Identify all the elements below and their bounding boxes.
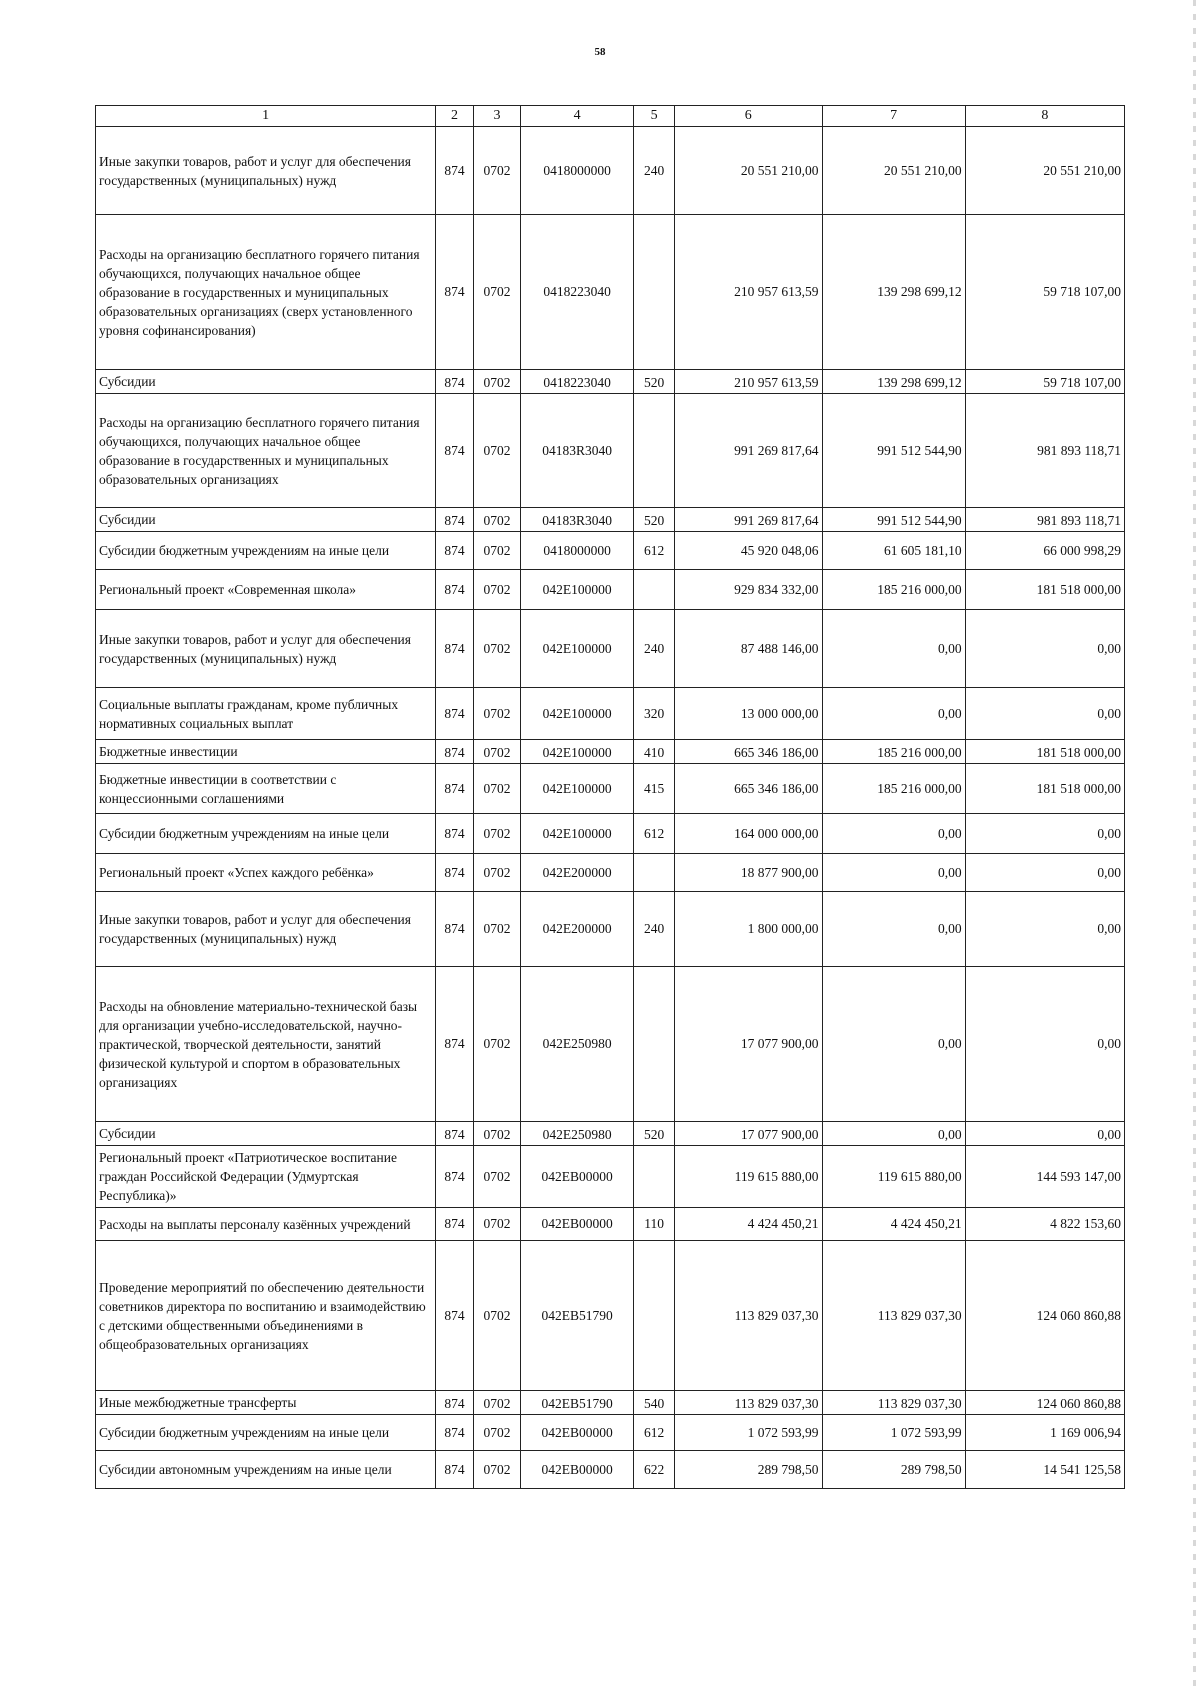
row-amount-col7-cell: 0,00: [822, 610, 965, 688]
row-section-cell: 0702: [473, 854, 520, 892]
row-amount-col7-cell: 0,00: [822, 892, 965, 967]
table-row: [96, 370, 1125, 394]
table-row: [96, 1122, 1125, 1146]
row-amount-col8-cell: 181 518 000,00: [965, 570, 1124, 610]
row-code-cell: 874: [436, 1391, 474, 1415]
row-amount-col8-cell: 66 000 998,29: [965, 532, 1124, 570]
row-amount-col8-cell: 181 518 000,00: [965, 740, 1124, 764]
table-row: [96, 1208, 1125, 1241]
row-expense-type-cell: 320: [634, 688, 675, 740]
row-amount-col7-cell: 185 216 000,00: [822, 570, 965, 610]
row-code-cell: 874: [436, 1146, 474, 1208]
row-target-article-cell: 042E100000: [521, 570, 634, 610]
row-amount-col6-cell: 991 269 817,64: [675, 394, 822, 508]
row-target-article-cell: 042EB00000: [521, 1451, 634, 1489]
table-row: [96, 1146, 1125, 1208]
row-amount-col6-cell: 210 957 613,59: [675, 215, 822, 370]
row-code-cell: 874: [436, 570, 474, 610]
row-expense-type-cell: 520: [634, 1122, 675, 1146]
row-code-cell: 874: [436, 740, 474, 764]
column-header-2: 2: [436, 106, 474, 127]
row-expense-type-cell: [634, 570, 675, 610]
row-section-cell: 0702: [473, 1415, 520, 1451]
row-target-article-cell: 042E100000: [521, 688, 634, 740]
row-section-cell: 0702: [473, 1391, 520, 1415]
row-amount-col7-cell: 185 216 000,00: [822, 764, 965, 814]
row-target-article-cell: 0418000000: [521, 532, 634, 570]
row-amount-col6-cell: 164 000 000,00: [675, 814, 822, 854]
column-header-6: 6: [675, 106, 822, 127]
row-section-cell: 0702: [473, 1122, 520, 1146]
row-code-cell: 874: [436, 967, 474, 1122]
row-expense-type-cell: 520: [634, 370, 675, 394]
table-row: [96, 570, 1125, 610]
row-amount-col6-cell: 991 269 817,64: [675, 508, 822, 532]
table-row: [96, 508, 1125, 532]
row-target-article-cell: 042E250980: [521, 1122, 634, 1146]
row-amount-col7-cell: 0,00: [822, 967, 965, 1122]
table-row: [96, 1391, 1125, 1415]
row-expense-type-cell: 240: [634, 610, 675, 688]
row-expense-type-cell: [634, 215, 675, 370]
row-amount-col6-cell: 929 834 332,00: [675, 570, 822, 610]
row-amount-col7-cell: 185 216 000,00: [822, 740, 965, 764]
row-expense-type-cell: 540: [634, 1391, 675, 1415]
row-amount-col6-cell: 20 551 210,00: [675, 127, 822, 215]
row-amount-col7-cell: 113 829 037,30: [822, 1241, 965, 1391]
column-header-3: 3: [473, 106, 520, 127]
row-amount-col6-cell: 113 829 037,30: [675, 1391, 822, 1415]
row-name-cell: Социальные выплаты гражданам, кроме публичных нормативных социальных выплат: [96, 688, 436, 740]
table-row: [96, 610, 1125, 688]
row-expense-type-cell: [634, 1146, 675, 1208]
row-name-cell: Субсидии автономным учреждениям на иные цели: [96, 1451, 436, 1489]
row-target-article-cell: 042E100000: [521, 610, 634, 688]
row-code-cell: 874: [436, 215, 474, 370]
row-code-cell: 874: [436, 892, 474, 967]
row-section-cell: 0702: [473, 1146, 520, 1208]
row-expense-type-cell: 612: [634, 1415, 675, 1451]
row-amount-col7-cell: 113 829 037,30: [822, 1391, 965, 1415]
row-amount-col8-cell: 0,00: [965, 854, 1124, 892]
row-amount-col8-cell: 59 718 107,00: [965, 215, 1124, 370]
row-section-cell: 0702: [473, 570, 520, 610]
table-body: [96, 127, 1125, 1489]
row-name-cell: Региональный проект «Современная школа»: [96, 570, 436, 610]
row-amount-col8-cell: 0,00: [965, 688, 1124, 740]
scan-edge-marks: [1193, 0, 1196, 1686]
header-row: [96, 106, 1125, 127]
row-amount-col6-cell: 1 800 000,00: [675, 892, 822, 967]
row-amount-col8-cell: 0,00: [965, 610, 1124, 688]
row-amount-col8-cell: 144 593 147,00: [965, 1146, 1124, 1208]
column-header-5: 5: [634, 106, 675, 127]
row-code-cell: 874: [436, 764, 474, 814]
table-row: [96, 394, 1125, 508]
row-name-cell: Иные закупки товаров, работ и услуг для обеспечения государственных (муниципальных) нужд: [96, 610, 436, 688]
row-section-cell: 0702: [473, 1208, 520, 1241]
row-target-article-cell: 042EB00000: [521, 1208, 634, 1241]
row-target-article-cell: 0418223040: [521, 215, 634, 370]
row-amount-col7-cell: 0,00: [822, 688, 965, 740]
row-expense-type-cell: [634, 1241, 675, 1391]
row-amount-col7-cell: 0,00: [822, 854, 965, 892]
row-name-cell: Проведение мероприятий по обеспечению деятельности советников директора по воспитанию и взаимодействию с детскими общественными объединениями в общеобразовательных организациях: [96, 1241, 436, 1391]
row-amount-col6-cell: 1 072 593,99: [675, 1415, 822, 1451]
row-amount-col8-cell: 20 551 210,00: [965, 127, 1124, 215]
table-row: [96, 1451, 1125, 1489]
row-code-cell: 874: [436, 854, 474, 892]
row-section-cell: 0702: [473, 532, 520, 570]
table-row: [96, 740, 1125, 764]
row-target-article-cell: 042E100000: [521, 814, 634, 854]
row-target-article-cell: 042E100000: [521, 764, 634, 814]
row-name-cell: Расходы на выплаты персоналу казённых учреждений: [96, 1208, 436, 1241]
row-amount-col7-cell: 991 512 544,90: [822, 508, 965, 532]
row-amount-col6-cell: 119 615 880,00: [675, 1146, 822, 1208]
row-name-cell: Региональный проект «Успех каждого ребёнка»: [96, 854, 436, 892]
table-row: [96, 127, 1125, 215]
row-name-cell: Субсидии: [96, 508, 436, 532]
row-target-article-cell: 042E250980: [521, 967, 634, 1122]
table-row: [96, 892, 1125, 967]
row-expense-type-cell: 612: [634, 532, 675, 570]
table-row: [96, 215, 1125, 370]
row-amount-col7-cell: 139 298 699,12: [822, 215, 965, 370]
row-amount-col7-cell: 139 298 699,12: [822, 370, 965, 394]
row-amount-col8-cell: 0,00: [965, 1122, 1124, 1146]
row-target-article-cell: 042EB51790: [521, 1241, 634, 1391]
row-code-cell: 874: [436, 1208, 474, 1241]
row-expense-type-cell: 415: [634, 764, 675, 814]
row-amount-col8-cell: 1 169 006,94: [965, 1415, 1124, 1451]
row-code-cell: 874: [436, 610, 474, 688]
row-name-cell: Расходы на организацию бесплатного горячего питания обучающихся, получающих начальное общее образование в государственных и муниципальных образовательных организациях: [96, 394, 436, 508]
row-amount-col8-cell: 59 718 107,00: [965, 370, 1124, 394]
row-expense-type-cell: [634, 967, 675, 1122]
row-expense-type-cell: [634, 394, 675, 508]
row-amount-col6-cell: 4 424 450,21: [675, 1208, 822, 1241]
row-amount-col6-cell: 665 346 186,00: [675, 764, 822, 814]
row-amount-col8-cell: 4 822 153,60: [965, 1208, 1124, 1241]
row-expense-type-cell: 410: [634, 740, 675, 764]
row-target-article-cell: 042EB00000: [521, 1415, 634, 1451]
row-amount-col7-cell: 991 512 544,90: [822, 394, 965, 508]
row-amount-col6-cell: 113 829 037,30: [675, 1241, 822, 1391]
row-name-cell: Иные закупки товаров, работ и услуг для обеспечения государственных (муниципальных) нужд: [96, 892, 436, 967]
row-amount-col7-cell: 0,00: [822, 814, 965, 854]
row-section-cell: 0702: [473, 370, 520, 394]
row-name-cell: Региональный проект «Патриотическое воспитание граждан Российской Федерации (Удмуртская Республика)»: [96, 1146, 436, 1208]
table-row: [96, 1241, 1125, 1391]
row-name-cell: Субсидии: [96, 370, 436, 394]
row-name-cell: Субсидии бюджетным учреждениям на иные цели: [96, 1415, 436, 1451]
row-code-cell: 874: [436, 814, 474, 854]
row-amount-col8-cell: 124 060 860,88: [965, 1391, 1124, 1415]
column-header-7: 7: [822, 106, 965, 127]
row-code-cell: 874: [436, 1241, 474, 1391]
table-row: [96, 1415, 1125, 1451]
row-amount-col6-cell: 17 077 900,00: [675, 1122, 822, 1146]
row-section-cell: 0702: [473, 610, 520, 688]
row-target-article-cell: 042E200000: [521, 892, 634, 967]
row-name-cell: Расходы на организацию бесплатного горячего питания обучающихся, получающих начальное общее образование в государственных и муниципальных образовательных организациях (сверх установленного уровня софинансирования): [96, 215, 436, 370]
row-code-cell: 874: [436, 394, 474, 508]
budget-table: [95, 105, 1125, 1489]
row-name-cell: Субсидии бюджетным учреждениям на иные цели: [96, 814, 436, 854]
row-section-cell: 0702: [473, 892, 520, 967]
row-expense-type-cell: 240: [634, 892, 675, 967]
row-code-cell: 874: [436, 532, 474, 570]
row-target-article-cell: 042E200000: [521, 854, 634, 892]
row-section-cell: 0702: [473, 764, 520, 814]
row-section-cell: 0702: [473, 740, 520, 764]
row-section-cell: 0702: [473, 967, 520, 1122]
table-row: [96, 854, 1125, 892]
row-amount-col6-cell: 18 877 900,00: [675, 854, 822, 892]
row-code-cell: 874: [436, 127, 474, 215]
row-name-cell: Иные закупки товаров, работ и услуг для обеспечения государственных (муниципальных) нужд: [96, 127, 436, 215]
row-section-cell: 0702: [473, 688, 520, 740]
row-amount-col8-cell: 14 541 125,58: [965, 1451, 1124, 1489]
row-amount-col8-cell: 981 893 118,71: [965, 394, 1124, 508]
row-section-cell: 0702: [473, 394, 520, 508]
row-section-cell: 0702: [473, 1451, 520, 1489]
row-amount-col7-cell: 0,00: [822, 1122, 965, 1146]
row-amount-col6-cell: 210 957 613,59: [675, 370, 822, 394]
table-row: [96, 532, 1125, 570]
row-amount-col7-cell: 119 615 880,00: [822, 1146, 965, 1208]
row-target-article-cell: 0418000000: [521, 127, 634, 215]
row-name-cell: Иные межбюджетные трансферты: [96, 1391, 436, 1415]
row-amount-col8-cell: 981 893 118,71: [965, 508, 1124, 532]
row-amount-col7-cell: 1 072 593,99: [822, 1415, 965, 1451]
row-amount-col6-cell: 665 346 186,00: [675, 740, 822, 764]
row-code-cell: 874: [436, 1415, 474, 1451]
row-name-cell: Расходы на обновление материально-технической базы для организации учебно-исследовательской, научно-практической, творческой деятельности, занятий физической культурой и спортом в образовательных организациях: [96, 967, 436, 1122]
row-section-cell: 0702: [473, 215, 520, 370]
row-target-article-cell: 042EB00000: [521, 1146, 634, 1208]
row-amount-col7-cell: 20 551 210,00: [822, 127, 965, 215]
row-expense-type-cell: [634, 854, 675, 892]
row-amount-col7-cell: 61 605 181,10: [822, 532, 965, 570]
row-section-cell: 0702: [473, 814, 520, 854]
row-code-cell: 874: [436, 508, 474, 532]
row-code-cell: 874: [436, 688, 474, 740]
row-code-cell: 874: [436, 370, 474, 394]
table-row: [96, 967, 1125, 1122]
row-name-cell: Бюджетные инвестиции: [96, 740, 436, 764]
row-expense-type-cell: 622: [634, 1451, 675, 1489]
row-name-cell: Субсидии: [96, 1122, 436, 1146]
row-target-article-cell: 042EB51790: [521, 1391, 634, 1415]
row-expense-type-cell: 110: [634, 1208, 675, 1241]
column-header-8: 8: [965, 106, 1124, 127]
row-target-article-cell: 042E100000: [521, 740, 634, 764]
row-name-cell: Бюджетные инвестиции в соответствии с концессионными соглашениями: [96, 764, 436, 814]
row-expense-type-cell: 612: [634, 814, 675, 854]
row-code-cell: 874: [436, 1451, 474, 1489]
row-target-article-cell: 04183R3040: [521, 508, 634, 532]
row-expense-type-cell: 240: [634, 127, 675, 215]
row-amount-col7-cell: 289 798,50: [822, 1451, 965, 1489]
row-amount-col8-cell: 181 518 000,00: [965, 764, 1124, 814]
row-amount-col6-cell: 289 798,50: [675, 1451, 822, 1489]
table-row: [96, 764, 1125, 814]
column-header-1: 1: [96, 106, 436, 127]
page-number: 58: [594, 46, 606, 58]
row-amount-col6-cell: 13 000 000,00: [675, 688, 822, 740]
column-header-4: 4: [521, 106, 634, 127]
row-amount-col6-cell: 17 077 900,00: [675, 967, 822, 1122]
row-section-cell: 0702: [473, 508, 520, 532]
table-row: [96, 814, 1125, 854]
row-amount-col6-cell: 45 920 048,06: [675, 532, 822, 570]
row-expense-type-cell: 520: [634, 508, 675, 532]
row-section-cell: 0702: [473, 1241, 520, 1391]
row-section-cell: 0702: [473, 127, 520, 215]
row-code-cell: 874: [436, 1122, 474, 1146]
row-name-cell: Субсидии бюджетным учреждениям на иные цели: [96, 532, 436, 570]
row-amount-col8-cell: 124 060 860,88: [965, 1241, 1124, 1391]
row-amount-col8-cell: 0,00: [965, 967, 1124, 1122]
row-amount-col8-cell: 0,00: [965, 892, 1124, 967]
row-target-article-cell: 0418223040: [521, 370, 634, 394]
row-amount-col8-cell: 0,00: [965, 814, 1124, 854]
row-target-article-cell: 04183R3040: [521, 394, 634, 508]
table-row: [96, 688, 1125, 740]
row-amount-col7-cell: 4 424 450,21: [822, 1208, 965, 1241]
row-amount-col6-cell: 87 488 146,00: [675, 610, 822, 688]
